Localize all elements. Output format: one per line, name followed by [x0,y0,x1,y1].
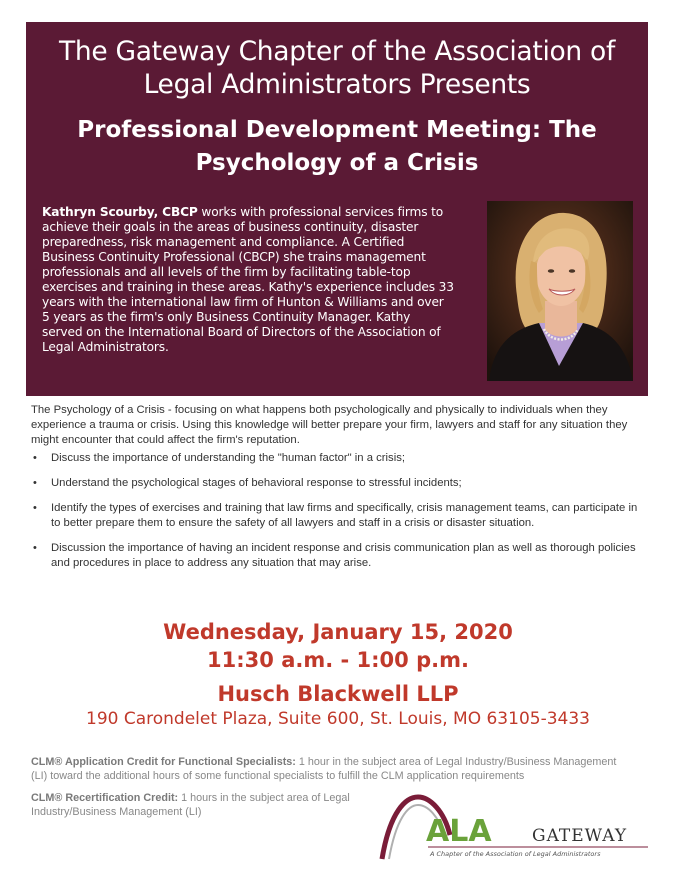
ala-gateway-logo [372,793,652,863]
list-item [31,541,647,571]
bullet-icon: • [33,477,37,489]
intro-paragraph: The Psychology of a Crisis - focusing on what happens both psychologically and physically to individuals when they experience a trauma or crisis. Using this knowledge will better prepare your firm, lawyers and staff for any situation they might encounter that could affect the firm's reputation. [31,404,628,446]
event-date: Wednesday, January 15, 2020 [163,620,513,644]
organization-title: The Gateway Chapter of the Association of Legal Administrators Presents [58,36,615,100]
event-details [0,618,676,730]
bullet-icon: • [33,502,37,514]
speaker-portrait-image [487,201,633,381]
speaker-name: Kathryn Scourby, CBCP [42,205,198,219]
recertification-credit-label: CLM® Recertification Credit: [31,792,179,804]
logo-gateway-text: GATEWAY [532,826,628,846]
application-credit [31,755,631,783]
recertification-credit [31,791,371,819]
bullet-icon: • [33,542,37,554]
event-time: 11:30 a.m. - 1:00 p.m. [207,648,469,672]
header-banner [26,22,648,396]
event-address: 190 Carondelet Plaza, Suite 600, St. Louis, MO 63105-3433 [86,709,590,729]
list-item-text: Identify the types of exercises and training that law firms and specifically, crisis management teams, can participate in to better prepare them to ensure the safety of all lawyers and staff in a crisis or disaster situation. [51,502,638,529]
list-item-text: Understand the psychological stages of behavioral response to stressful incidents; [51,477,462,489]
speaker-bio-text: works with professional services firms to achieve their goals in the areas of business continuity, disaster preparedness, risk management and compliance. A Certified Business Continuity Professional (CBCP) she trains management professionals and all levels of the firm by facilitating table-top exercises and training in these areas. Kathy's experience includes 33 years with the international law firm of Hunton & Williams and over 5 years as the firm's only Business Continuity Manager. Kathy served on the International Board of Directors of the Association of Legal Administrators. [42,205,454,354]
list-item [31,501,647,531]
meeting-description [31,403,647,581]
recertification-credit-text: 1 hours in the subject area of Legal Industry/Business Management (LI) [31,792,350,818]
list-item [31,476,647,491]
speaker-photo [487,201,633,381]
meeting-title: Professional Development Meeting: The Psychology of a Crisis [77,117,597,176]
bullet-icon: • [33,452,37,464]
application-credit-text: 1 hour in the subject area of Legal Industry/Business Management (LI) toward the additional hours of some functional specialists to fulfill the CLM application requirements [31,756,617,782]
gateway-arch-icon [372,793,652,863]
speaker-bio [42,205,454,355]
logo-tagline: A Chapter of the Association of Legal Administrators [430,850,601,858]
list-item [31,451,647,466]
list-item-text: Discussion the importance of having an incident response and crisis communication plan as well as thorough policies and procedures in place to address any situation that may arise. [51,542,636,569]
event-venue: Husch Blackwell LLP [217,682,459,706]
list-item-text: Discuss the importance of understanding the "human factor" in a crisis; [51,452,406,464]
application-credit-label: CLM® Application Credit for Functional Specialists: [31,756,296,768]
topic-list [31,451,647,571]
logo-brand-text: ALA [426,814,492,849]
